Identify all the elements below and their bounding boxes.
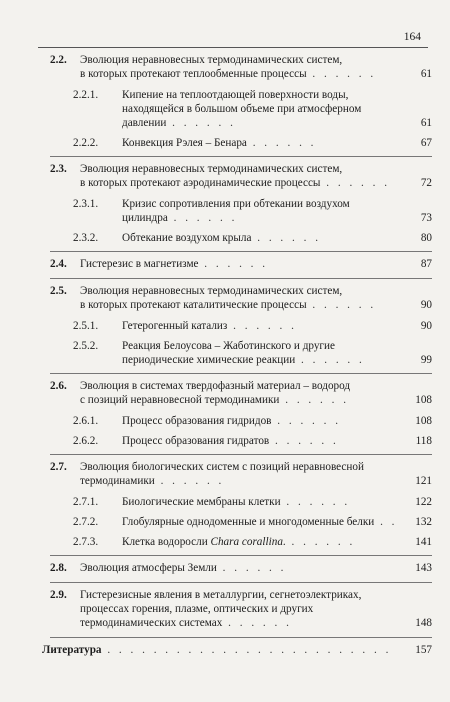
toc-entry[interactable]: [50, 88, 432, 130]
leader-dots: . . . . . .: [320, 177, 391, 189]
toc-entry-number: 2.5.1.: [73, 320, 99, 332]
section-separator: [50, 555, 432, 556]
toc-entry-line: Эволюция неравновесных термодинамических систем,: [80, 285, 343, 297]
leader-dots: . . . . . .: [306, 68, 377, 80]
toc-entry-number: 2.2.1.: [73, 89, 99, 101]
toc-entry-line: находящейся в большом объеме при атмосферном: [122, 103, 362, 115]
toc-entry-page: 132: [415, 516, 432, 528]
toc-entry-line: термодинамических системах . . . . . .: [80, 617, 292, 629]
literature-page: 157: [415, 644, 432, 656]
literature-title: Литература: [42, 644, 102, 656]
toc-entry-line: Кризис сопротивления при обтекании воздухом: [122, 198, 350, 210]
toc-entry-line: Гистерезис в магнетизме . . . . . .: [80, 258, 269, 270]
table-of-contents: [42, 53, 432, 664]
toc-entry-number: 2.9.: [50, 589, 67, 601]
toc-entry[interactable]: [50, 535, 432, 549]
toc-entry[interactable]: [50, 414, 432, 428]
toc-entry-page: 67: [420, 137, 432, 149]
toc-entry-page: 143: [415, 562, 432, 574]
leader-dots: . . . . . .: [251, 232, 321, 244]
leader-dots: . . . . . .: [167, 212, 238, 224]
toc-entry-line: Эволюция биологических систем с позиций неравновесной: [80, 461, 364, 473]
toc-entry-line: Обтекание воздухом крыла . . . . . .: [122, 232, 321, 244]
leader-dots: . . . . . .: [295, 354, 365, 366]
toc-entry-number: 2.7.1.: [73, 496, 99, 508]
toc-entry[interactable]: [50, 434, 432, 448]
leader-dots: . . . . . .: [279, 394, 349, 406]
toc-entry-page: 80: [420, 232, 432, 244]
toc-entry[interactable]: [50, 284, 432, 312]
section-separator: [50, 251, 432, 252]
toc-entry-line: Гистерезисные явления в металлургии, сегнетоэлектриках,: [80, 589, 362, 601]
toc-entry[interactable]: [50, 231, 432, 245]
toc-entry-page: 61: [420, 68, 432, 80]
toc-entry-line: в которых протекают теплообменные процессы . . . . . .: [80, 68, 377, 80]
toc-entry-page: 108: [415, 415, 432, 427]
toc-entry-page: 72: [420, 177, 432, 189]
toc-entry-line: Клетка водоросли Chara corallina. . . . . . .: [122, 536, 356, 548]
toc-entry-line: давлении . . . . . .: [122, 117, 236, 129]
toc-entry[interactable]: [50, 162, 432, 190]
page-number: 164: [403, 31, 421, 43]
section-separator: [50, 156, 432, 157]
toc-entry[interactable]: [50, 379, 432, 407]
toc-entry-page: 90: [420, 320, 432, 332]
toc-entry-line: Эволюция атмосферы Земли . . . . . .: [80, 562, 287, 574]
toc-entry[interactable]: [50, 319, 432, 333]
section-separator: [50, 373, 432, 374]
toc-entry-number: 2.7.: [50, 461, 67, 473]
leader-dots: . . . . . .: [222, 617, 292, 629]
section-separator: [50, 582, 432, 583]
toc-entry-number: 2.4.: [50, 258, 67, 270]
header-rule: [38, 47, 428, 48]
toc-entry-line: периодические химические реакции . . . . . .: [122, 354, 365, 366]
toc-entry-number: 2.6.2.: [73, 435, 99, 447]
toc-entry-page: 90: [420, 299, 432, 311]
toc-entry-number: 2.2.2.: [73, 137, 99, 149]
toc-entry-number: 2.6.: [50, 380, 67, 392]
leader-dots: . . . . . .: [246, 137, 317, 149]
toc-entry-line: в которых протекают аэродинамические процессы . . . . . .: [80, 177, 391, 189]
toc-entry-page: 87: [420, 258, 432, 270]
toc-entry-page: 61: [420, 117, 432, 129]
section-separator: [50, 637, 432, 638]
toc-entry-number: 2.2.: [50, 54, 67, 66]
leader-dots: . . . . . .: [269, 435, 339, 447]
toc-entry[interactable]: [50, 53, 432, 81]
leader-dots: . . . . . . . . . . . . . . . . . . . . . . . . .: [101, 644, 392, 656]
toc-entry-number: 2.5.: [50, 285, 67, 297]
leader-dots: . . . . . .: [216, 562, 287, 574]
toc-entry-page: 148: [415, 617, 432, 629]
toc-entry[interactable]: [50, 588, 432, 630]
toc-entry-page: 118: [415, 435, 432, 447]
toc-entry-line: в которых протекают каталитические процессы . . . . . .: [80, 299, 377, 311]
leader-dots: . .: [374, 516, 398, 528]
leader-dots: . . . . . .: [154, 475, 225, 487]
toc-entry-number: 2.5.2.: [73, 340, 99, 352]
toc-entry-line: Гетерогенный катализ . . . . . .: [122, 320, 297, 332]
leader-dots: . . . . . .: [227, 320, 297, 332]
leader-dots: . . . . . .: [198, 258, 269, 270]
toc-entry-page: 121: [415, 475, 432, 487]
toc-entry-line: Биологические мембраны клетки . . . . . .: [122, 496, 351, 508]
section-separator: [50, 278, 432, 279]
toc-entry[interactable]: [50, 515, 432, 529]
toc-entry-number: 2.3.1.: [73, 198, 99, 210]
toc-entry-line: процессах горения, плазме, оптических и других: [80, 603, 314, 615]
leader-dots: . . . . . .: [166, 117, 236, 129]
toc-entry-page: 73: [420, 212, 432, 224]
toc-entry[interactable]: [50, 257, 432, 271]
toc-entry-line: с позиций неравновесной термодинамики . . . . . .: [80, 394, 349, 406]
toc-entry-page: 141: [415, 536, 432, 548]
leader-dots: . . . . . .: [285, 536, 356, 548]
toc-entry-line: Процесс образования гидратов . . . . . .: [122, 435, 339, 447]
toc-entry[interactable]: [50, 495, 432, 509]
toc-entry-number: 2.6.1.: [73, 415, 99, 427]
leader-dots: . . . . . .: [306, 299, 377, 311]
toc-entry-line: Процесс образования гидридов . . . . . .: [122, 415, 342, 427]
toc-entry-line: Глобулярные однодоменные и многодоменные белки . .: [122, 516, 398, 528]
toc-entry-line: Эволюция неравновесных термодинамических систем,: [80, 54, 343, 66]
toc-entry-number: 2.3.: [50, 163, 67, 175]
toc-entry-line: Кипение на теплоотдающей поверхности воды,: [122, 89, 349, 101]
toc-entry-line: Эволюция в системах твердофазный материал – водород: [80, 380, 351, 392]
leader-dots: . . . . . .: [271, 415, 342, 427]
toc-entry-page: 122: [415, 496, 432, 508]
toc-entry-line: Реакция Белоусова – Жаботинского и другие: [122, 340, 335, 352]
toc-entry-number: 2.3.2.: [73, 232, 99, 244]
toc-entry-line: Эволюция неравновесных термодинамических систем,: [80, 163, 343, 175]
toc-entry-line: термодинамики . . . . . .: [80, 475, 225, 487]
toc-entry-page: 108: [415, 394, 432, 406]
toc-entry-line: цилиндра . . . . . .: [122, 212, 238, 224]
toc-entry-line: Конвекция Рэлея – Бенара . . . . . .: [122, 137, 317, 149]
toc-entry[interactable]: [50, 460, 432, 488]
toc-entry-number: 2.7.3.: [73, 536, 99, 548]
toc-entry[interactable]: [50, 136, 432, 150]
toc-entry-literature[interactable]: [42, 643, 432, 657]
leader-dots: . . . . . .: [280, 496, 351, 508]
toc-entry[interactable]: [50, 339, 432, 367]
toc-entry-number: 2.8.: [50, 562, 67, 574]
toc-entry[interactable]: [50, 561, 432, 575]
toc-entry[interactable]: [50, 197, 432, 225]
toc-entry-page: 99: [420, 354, 432, 366]
section-separator: [50, 454, 432, 455]
toc-entry-number: 2.7.2.: [73, 516, 99, 528]
